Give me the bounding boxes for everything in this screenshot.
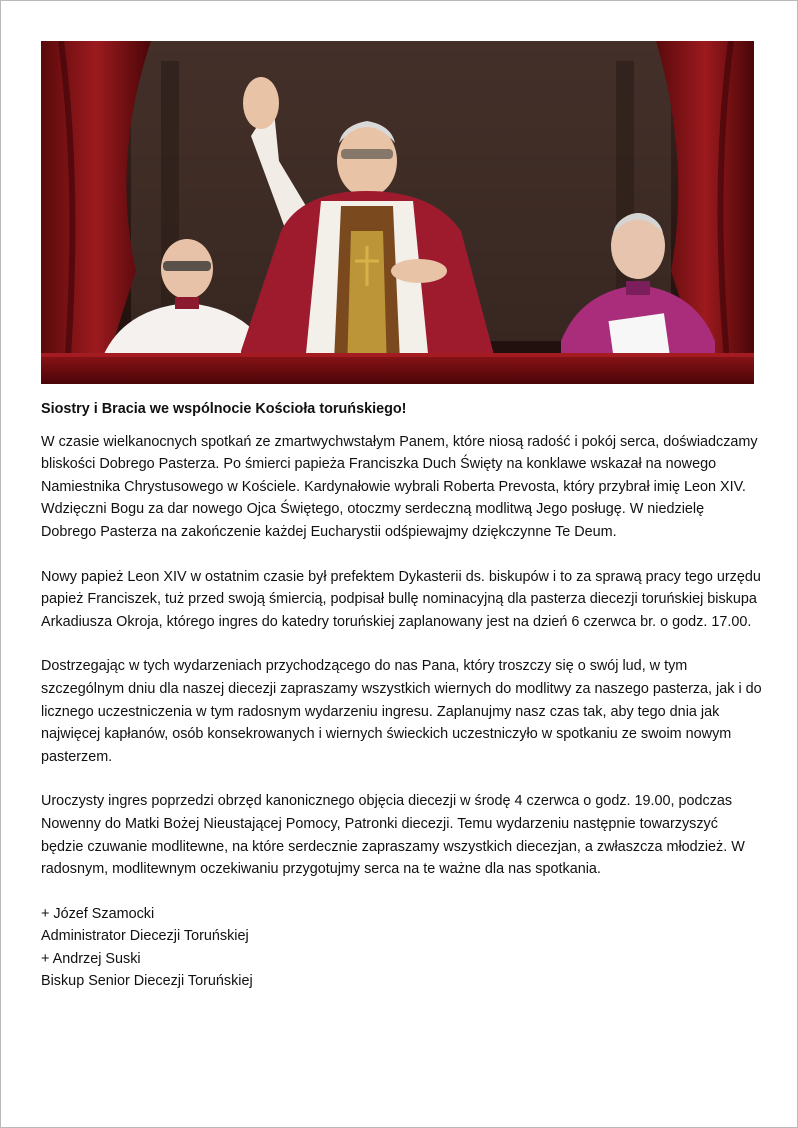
photo-illustration — [41, 41, 754, 384]
paragraph-4: Uroczysty ingres poprzedzi obrzęd kanonicznego objęcia diecezji w środę 4 czerwca o godz. 19.00, podczas Nowenny do Matki Bożej Nieustającej Pomocy, Patronki diecezji. Temu wydarzeniu następnie towarzyszyć będzie czuwanie modlitewne, na które serdecznie zapraszamy wszystkich diecezjan, a zwłaszcza młodzież. W radosnym, modlitewnym oczekiwaniu przygotujmy serca na te ważne dla nas spotkania. — [41, 793, 745, 878]
paragraph-2: Nowy papież Leon XIV w ostatnim czasie był prefektem Dykasterii ds. biskupów i to za sprawą pracy tego urzędu papież Franciszek, tuż przed swoją śmiercią, podpisał bullę nominacyjną dla pasterza diecezji toruńskiej biskupa Arkadiusza Okroja, którego ingres do katedry toruńskiej zaplanowany jest na dzień 6 czerwca br. o godz. 17.00. — [41, 568, 761, 630]
letter-heading: Siostry i Bracia we wspólnocie Kościoła toruńskiego! — [41, 401, 407, 417]
signature-title-1: Administrator Diecezji Toruńskiej — [41, 928, 249, 945]
letter-body — [41, 398, 763, 993]
signature-name-2: + Andrzej Suski — [41, 950, 141, 967]
signature-name-1: + Józef Szamocki — [41, 905, 155, 922]
papal-balcony-photo — [41, 41, 754, 384]
paragraph-3: Dostrzegając w tych wydarzeniach przychodzącego do nas Pana, który troszczy się o swój lud, w tym szczególnym dniu dla naszej diecezji zapraszamy wszystkich wiernych do modlitwy za naszego pasterza, jak i do licznego uczestniczenia w tym radosnym wydarzeniu ingresu. Zaplanujmy nasz czas tak, aby tego dnia jak najwięcej kapłanów, osób konsekrowanych i wiernych świeckich uczestniczyło w spotkaniu ze swoim nowym pasterzem. — [41, 658, 762, 765]
signature-title-2: Biskup Senior Diecezji Toruńskiej — [41, 973, 253, 990]
paragraph-1: W czasie wielkanocnych spotkań ze zmartwychwstałym Panem, które niosą radość i pokój serca, doświadczamy bliskości Dobrego Pasterza. Po śmierci papieża Franciszka Duch Święty na konklawe wskazał na nowego Namiestnika Chrystusowego w Kościele. Kardynałowie wybrali Roberta Prevosta, który przybrał imię Leon XIV. Wdzięczni Bogu za dar nowego Ojca Świętego, otoczmy serdeczną modlitwą Jego posługę. W niedzielę Dobrego Pasterza na zakończenie każdej Eucharystii odśpiewajmy dziękczynne Te Deum. — [41, 433, 758, 540]
signature-block — [41, 903, 763, 993]
